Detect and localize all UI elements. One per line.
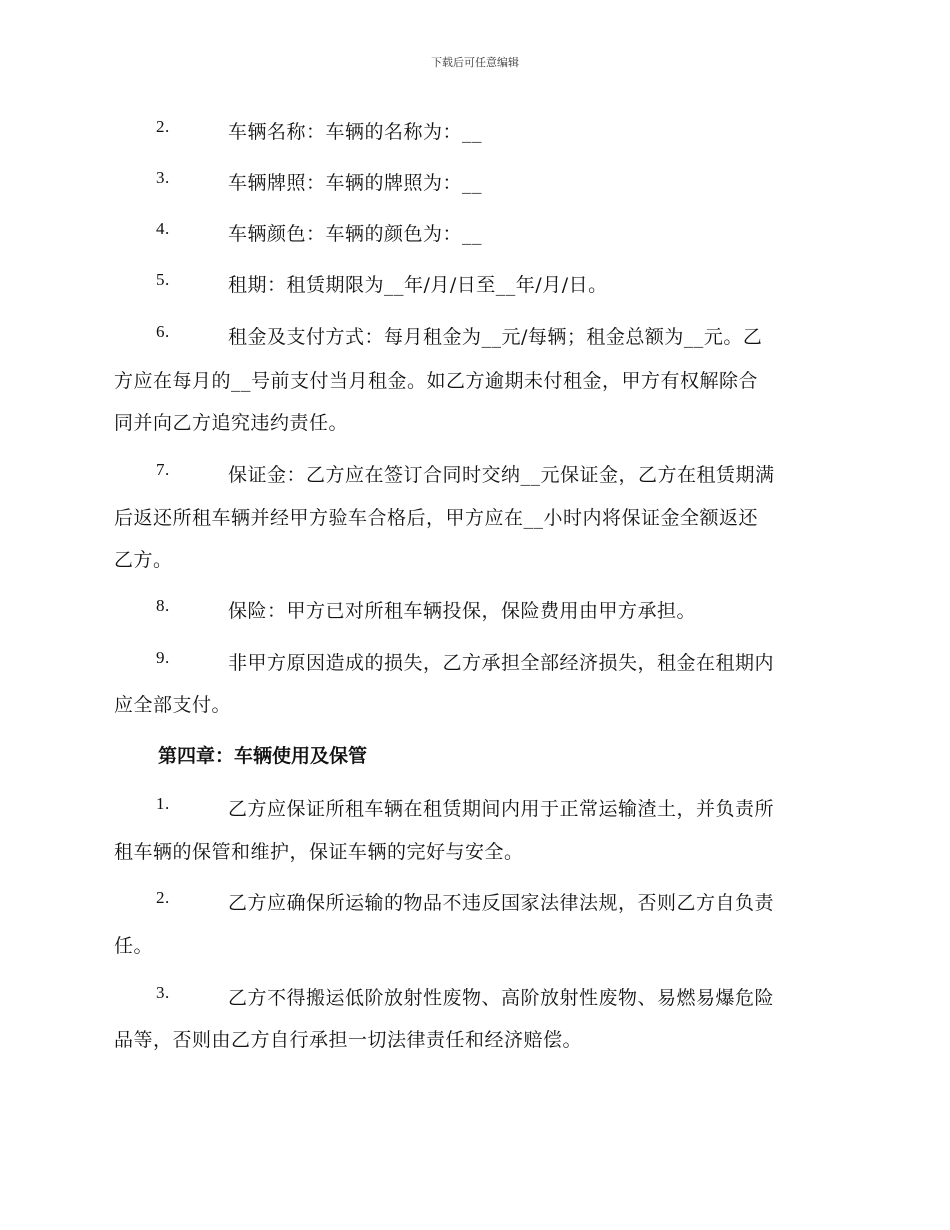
document-page: 下载后可任意编辑 2. 车辆名称：车辆的名称为：__ 3. 车辆牌照：车辆的牌照为：__ 4. 车辆颜色：车辆的颜色为：__ 5. 租期：租赁期限为__年/月/日至__年/月/日。 6. 租金及支付方式：每月租金为__元/每辆；租金总额为__元。乙 方应在每月的__号前支付当月租金。如乙方逾期未付租金，甲方有权解除合 同并向乙方追究违约责任。 7. 保证金：乙方应在签订合同时交纳__元保证金，乙方在租赁期满 后返还所租车辆并经甲方验车合格后，甲方应在__小时内将保证金全额返还 乙方。 8. 保险：甲方已对所租车辆投保，保险费用由甲方承担。 9. 非甲方原因造成的损失，乙方承担全部经济损失，租金在租期内 应全部支付。 第四章：车辆使用及保管 1. 乙方应保证所租车辆在租赁期间内用于正常运输渣土，并负责所 租车辆的保管和维护，保证车辆的完好与安全。 2. 乙方应确保所运输的物品不违反国家法律法规，否则乙方自负责 任。 3. 乙方不得搬运低阶放射性废物、高阶放射性废物、易燃易爆危险 品等，否则由乙方自行承担一切法律责任和经济赔偿。 [0,0,950,1230]
item-text: 乙方应保证所租车辆在租赁期间内用于正常运输渣土，并负责所 [228,798,775,820]
item-number: 3. [156,168,170,187]
chapter-heading: 第四章：车辆使用及保管 [158,745,368,767]
item-text: 乙方应确保所运输的物品不违反国家法律法规，否则乙方自负责 [228,892,775,914]
item-number: 2. [156,888,170,907]
item-number: 2. [156,117,170,136]
item-number: 7. [156,460,170,479]
item-text: 保险：甲方已对所租车辆投保，保险费用由甲方承担。 [228,600,697,622]
item-text: 车辆名称：车辆的名称为：__ [228,121,483,143]
item-text: 车辆颜色：车辆的颜色为：__ [228,223,483,245]
item-text: 保证金：乙方应在签订合同时交纳__元保证金，乙方在租赁期满 [228,464,775,486]
item-text: 租期：租赁期限为__年/月/日至__年/月/日。 [228,274,608,296]
item-text: 乙方不得搬运低阶放射性废物、高阶放射性废物、易燃易爆危险 [228,987,775,1009]
item-number: 6. [156,322,170,341]
item-number: 9. [156,648,170,667]
item-number: 8. [156,596,170,615]
item-text: 车辆牌照：车辆的牌照为：__ [228,172,483,194]
item-number: 1. [156,794,170,813]
item-number: 5. [156,270,170,289]
item-text: 非甲方原因造成的损失，乙方承担全部经济损失，租金在租期内 [228,652,775,674]
item-number: 3. [156,983,170,1002]
page-header: 下载后可任意编辑 [431,56,519,69]
item-text: 租金及支付方式：每月租金为__元/每辆；租金总额为__元。乙 [228,326,763,348]
item-number: 4. [156,219,170,238]
